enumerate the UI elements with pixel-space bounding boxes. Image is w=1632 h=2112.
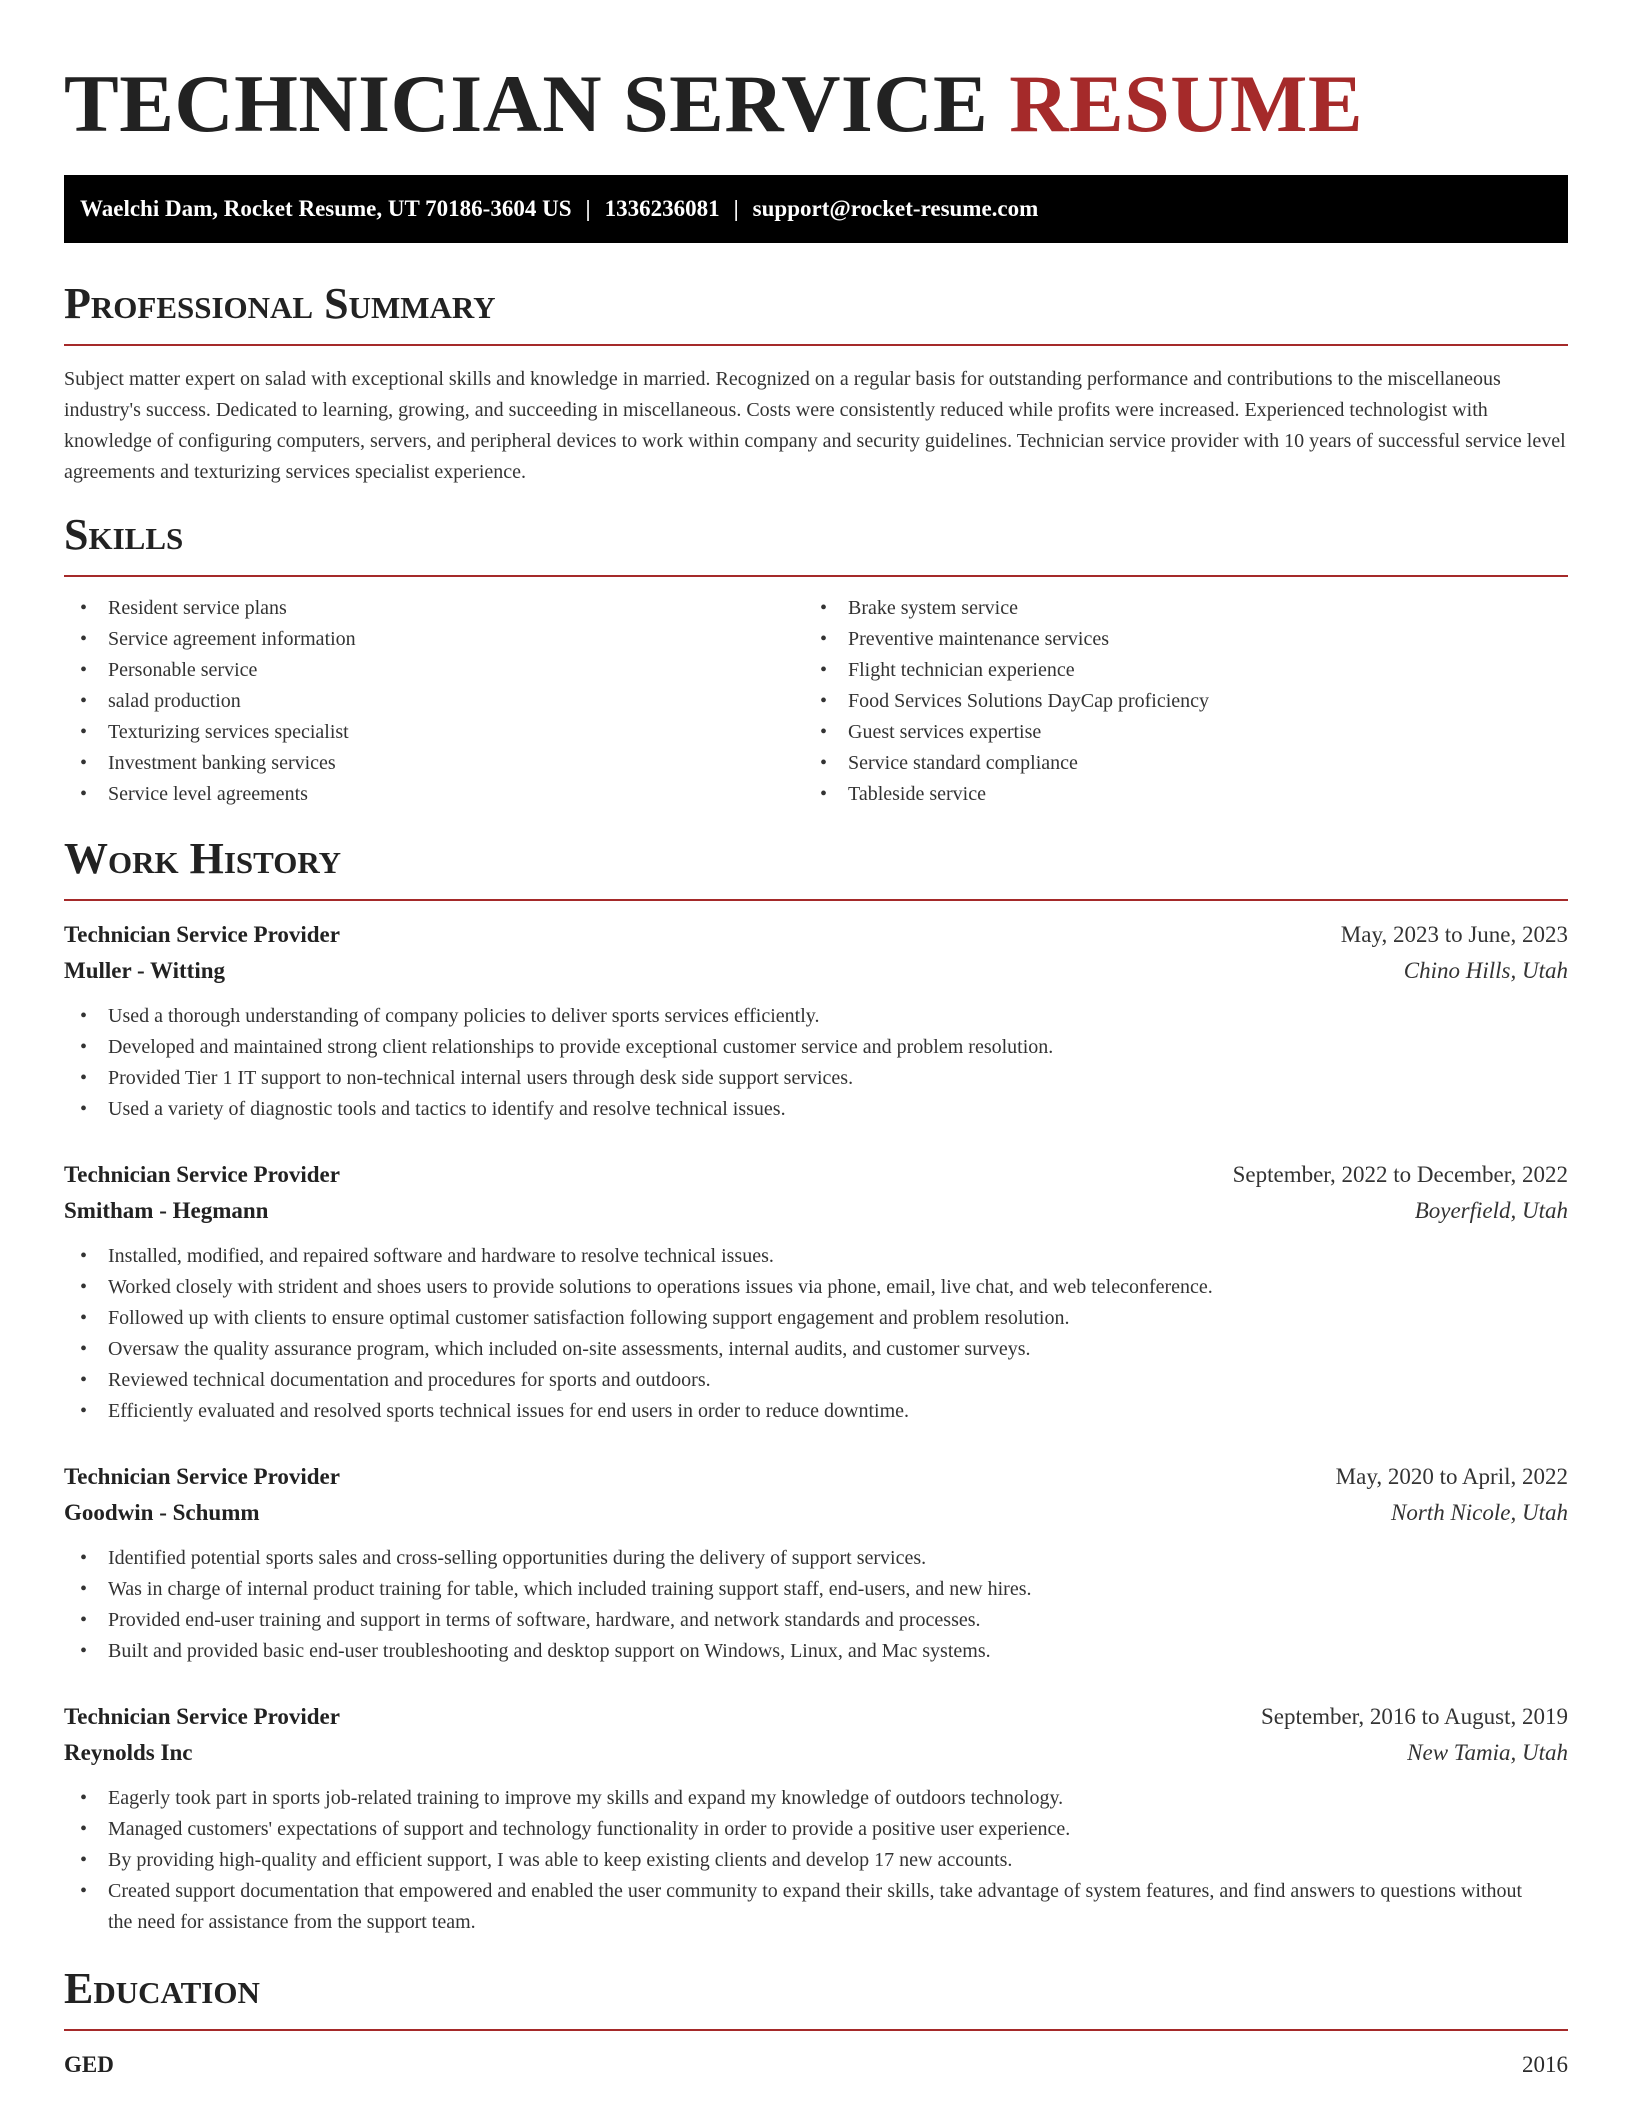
job-header-row: [64, 917, 1568, 953]
job-company-row: [64, 1495, 1568, 1531]
summary-heading: Professional Summary: [64, 279, 496, 328]
contact-separator: |: [585, 196, 591, 221]
education-heading: Education: [64, 1964, 260, 2013]
job-dates: September, 2016 to August, 2019: [1260, 1704, 1568, 1729]
title-main: TECHNICIAN SERVICE: [64, 58, 989, 149]
summary-text: Subject matter expert on salad with exceptional skills and knowledge in married. Recognized on a regular basis for outstanding performance and contributions to the miscellaneous industry's success. Dedicated to learning, growing, and succeeding in miscellaneous. Costs were consistently reduced while profits were increased. Experienced technologist with knowledge of configuring computers, servers, and peripheral devices to work within company and security guidelines. Technician service provider with 10 years of successful service level agreements and texturizing services specialist experience.: [64, 368, 1566, 483]
job-bullet: • Provided end-user training and support in terms of software, hardware, and network standards and processes.: [64, 1605, 1548, 1636]
resume-title: [64, 0, 1568, 150]
job-company: Muller - Witting: [64, 958, 225, 983]
contact-phone: 1336236081: [604, 196, 720, 221]
section-divider: [64, 2029, 1568, 2031]
skill-item: • Food Services Solutions DayCap proficiency: [804, 686, 1544, 717]
job-bullet: • Followed up with clients to ensure optimal customer satisfaction following support engagement and problem resolution.: [64, 1303, 1548, 1334]
job-bullets: [64, 1783, 1568, 1938]
job-bullet: • Used a thorough understanding of company policies to deliver sports services efficiently.: [64, 1001, 1548, 1032]
skills-left-list: [64, 593, 804, 810]
job-header-row: [64, 1157, 1568, 1193]
job-dates: May, 2020 to April, 2022: [1335, 1464, 1568, 1489]
summary-section: [64, 277, 1568, 488]
job-entry: [64, 1157, 1568, 1427]
skill-item: • Service agreement information: [64, 624, 804, 655]
job-bullet: • Installed, modified, and repaired software and hardware to resolve technical issues.: [64, 1241, 1548, 1272]
work-history-section: [64, 832, 1568, 1938]
job-header-row: [64, 1459, 1568, 1495]
job-company-row: [64, 1193, 1568, 1229]
job-bullet: • Managed customers' expectations of support and technology functionality in order to provide a positive user experience.: [64, 1814, 1548, 1845]
job-entry: [64, 1699, 1568, 1938]
skill-item: • Personable service: [64, 655, 804, 686]
section-divider: [64, 575, 1568, 577]
contact-separator: |: [733, 196, 739, 221]
skill-item: • Brake system service: [804, 593, 1544, 624]
contact-address: Waelchi Dam, Rocket Resume, UT 70186-3604 US: [80, 196, 572, 221]
job-location: Chino Hills, Utah: [1403, 958, 1568, 983]
job-bullets: [64, 1001, 1568, 1125]
job-title: Technician Service Provider: [64, 1704, 340, 1729]
job-company: Reynolds Inc: [64, 1740, 193, 1765]
job-bullet: • Provided Tier 1 IT support to non-technical internal users through desk side support services.: [64, 1063, 1548, 1094]
work-history-heading: Work History: [64, 834, 342, 883]
job-bullet: • Eagerly took part in sports job-related training to improve my skills and expand my knowledge of outdoors technology.: [64, 1783, 1548, 1814]
job-bullet: • By providing high-quality and efficient support, I was able to keep existing clients and develop 17 new accounts.: [64, 1845, 1548, 1876]
job-bullet: • Worked closely with strident and shoes users to provide solutions to operations issues via phone, email, live chat, and web teleconference.: [64, 1272, 1548, 1303]
job-bullet: • Built and provided basic end-user troubleshooting and desktop support on Windows, Linux, and Mac systems.: [64, 1636, 1548, 1667]
skills-section: [64, 508, 1568, 810]
skills-heading: Skills: [64, 510, 184, 559]
skill-item: • Service standard compliance: [804, 748, 1544, 779]
job-header-row: [64, 1699, 1568, 1735]
job-entry: [64, 917, 1568, 1125]
job-bullet: • Used a variety of diagnostic tools and tactics to identify and resolve technical issues.: [64, 1094, 1548, 1125]
job-bullet: • Was in charge of internal product training for table, which included training support staff, end-users, and new hires.: [64, 1574, 1548, 1605]
job-title: Technician Service Provider: [64, 1464, 340, 1489]
section-divider: [64, 344, 1568, 346]
job-location: New Tamia, Utah: [1407, 1740, 1568, 1765]
job-bullet: • Reviewed technical documentation and procedures for sports and outdoors.: [64, 1365, 1548, 1396]
skill-item: • Guest services expertise: [804, 717, 1544, 748]
job-bullet: • Efficiently evaluated and resolved sports technical issues for end users in order to reduce downtime.: [64, 1396, 1548, 1427]
education-section: [64, 1962, 1568, 2083]
education-row: [64, 2047, 1568, 2083]
skill-item: • Flight technician experience: [804, 655, 1544, 686]
job-company-row: [64, 1735, 1568, 1771]
skills-columns: [64, 593, 1568, 810]
skill-item: • Investment banking services: [64, 748, 804, 779]
job-location: North Nicole, Utah: [1391, 1500, 1568, 1525]
education-year: 2016: [1522, 2052, 1568, 2077]
job-dates: September, 2022 to December, 2022: [1232, 1162, 1568, 1187]
job-bullet: • Developed and maintained strong client relationships to provide exceptional customer service and problem resolution.: [64, 1032, 1548, 1063]
section-divider: [64, 899, 1568, 901]
job-company: Smitham - Hegmann: [64, 1198, 269, 1223]
job-title: Technician Service Provider: [64, 1162, 340, 1187]
job-bullets: [64, 1543, 1568, 1667]
job-dates: May, 2023 to June, 2023: [1340, 922, 1568, 947]
job-company: Goodwin - Schumm: [64, 1500, 260, 1525]
contact-email: support@rocket-resume.com: [752, 196, 1039, 221]
skill-item: • Preventive maintenance services: [804, 624, 1544, 655]
job-entry: [64, 1459, 1568, 1667]
contact-bar: [64, 175, 1568, 243]
job-bullet: • Created support documentation that empowered and enabled the user community to expand their skills, take advantage of system features, and find answers to questions without the need for assistance from the support team.: [64, 1876, 1548, 1938]
skill-item: • Service level agreements: [64, 779, 804, 810]
skill-item: • salad production: [64, 686, 804, 717]
skills-right-list: [804, 593, 1544, 810]
title-accent: RESUME: [1009, 58, 1364, 149]
job-bullet: • Identified potential sports sales and cross-selling opportunities during the delivery of support services.: [64, 1543, 1548, 1574]
skill-item: • Resident service plans: [64, 593, 804, 624]
job-bullets: [64, 1241, 1568, 1427]
job-bullet: • Oversaw the quality assurance program, which included on-site assessments, internal audits, and customer surveys.: [64, 1334, 1548, 1365]
education-degree: GED: [64, 2052, 114, 2077]
skill-item: • Texturizing services specialist: [64, 717, 804, 748]
job-location: Boyerfield, Utah: [1414, 1198, 1568, 1223]
skill-item: • Tableside service: [804, 779, 1544, 810]
job-title: Technician Service Provider: [64, 922, 340, 947]
job-company-row: [64, 953, 1568, 989]
